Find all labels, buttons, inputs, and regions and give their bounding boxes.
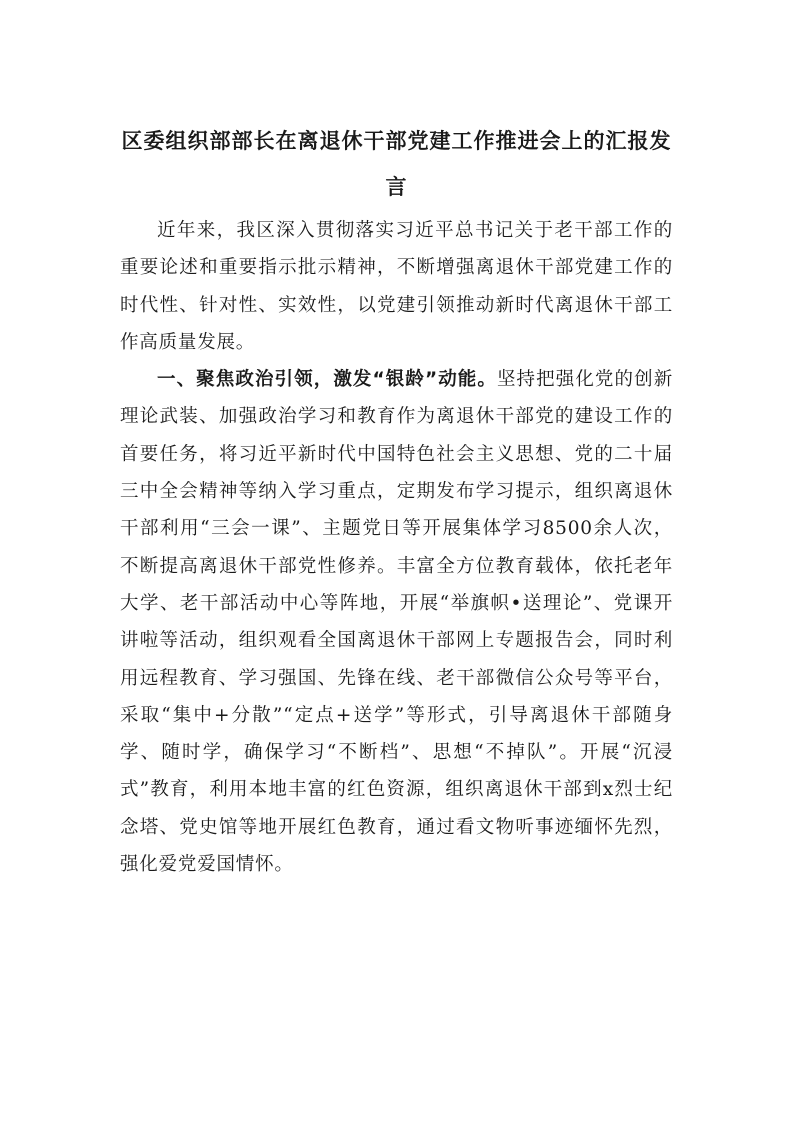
intro-paragraph — [120, 212, 673, 361]
intro-paragraph-text: 近年来，我区深入贯彻落实习近平总书记关于老干部工作的重要论述和重要指示批示精神，不断增强离退休干部党建工作的时代性、针对性、实效性，以党建引领推动新时代离退休干部工作高质量发展。 — [120, 220, 673, 353]
document-body — [120, 212, 673, 883]
section-one-heading: 一、聚焦政治引领，激发“银龄”动能。 — [157, 369, 497, 391]
section-one-paragraph — [120, 361, 673, 883]
section-one-text: 坚持把强化党的创新理论武装、加强政治学习和教育作为离退休干部党的建设工作的首要任务，将习近平新时代中国特色社会主义思想、党的二十届三中全会精神等纳入学习重点，定期发布学习提示，组织离退休干部利用“三会一课”、主题党日等开展集体学习8500余人次，不断提高离退休干部党性修养。丰富全方位教育载体，依托老年大学、老干部活动中心等阵地，开展“举旗帜•送理论”、党课开讲啦等活动，组织观看全国离退休干部网上专题报告会，同时利用远程教育、学习强国、先锋在线、老干部微信公众号等平台，采取“集中+分散”“定点+送学”等形式，引导离退休干部随身学、随时学，确保学习“不断档”、思想“不掉队”。开展“沉浸式”教育，利用本地丰富的红色资源，组织离退休干部到x烈士纪念塔、党史馆等地开展红色教育，通过看文物听事迹缅怀先烈，强化爱党爱国情怀。 — [120, 369, 674, 876]
document-title: 区委组织部部长在离退休干部党建工作推进会上的汇报发言 — [121, 129, 672, 199]
